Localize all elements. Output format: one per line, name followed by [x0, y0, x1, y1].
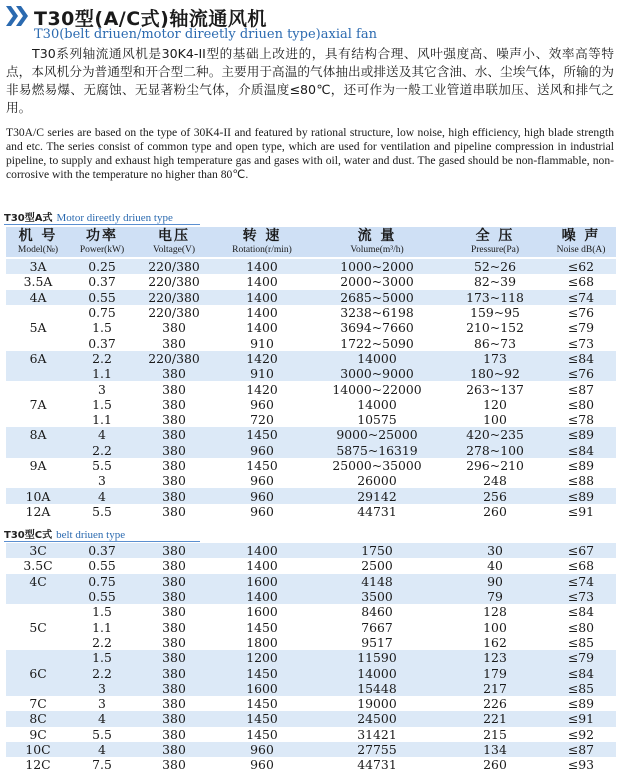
cell-voltage: 380	[162, 335, 186, 351]
cell-rotation: 1400	[214, 543, 310, 558]
cell-model: 4C	[6, 574, 70, 589]
cell-rotation: 1450	[246, 726, 278, 742]
table-row	[6, 351, 616, 366]
cell-volume: 2685~5000	[310, 290, 444, 305]
cell-noise: ≤79	[567, 320, 595, 336]
cell-noise: ≤80	[567, 619, 595, 635]
section-c-label-en: belt driuen type	[56, 529, 126, 541]
cell-voltage: 380	[134, 650, 214, 665]
cell-pressure: 100	[483, 619, 507, 635]
cell-model	[6, 443, 70, 458]
cell-rotation: 1450	[214, 665, 310, 680]
cell-power: 1.5	[70, 650, 134, 665]
cell-pressure: 215	[483, 726, 507, 742]
cell-rotation: 1400	[246, 305, 278, 321]
cell-volume: 44731	[357, 757, 397, 773]
cell-model	[6, 381, 70, 396]
cell-volume: 31421	[357, 726, 397, 742]
column-header-en: Rotation(r/min)	[232, 245, 292, 255]
cell-model	[6, 650, 70, 665]
table-row	[6, 427, 616, 442]
cell-power: 1.1	[92, 412, 112, 428]
column-header	[6, 227, 70, 257]
cell-rotation: 1400	[246, 320, 278, 336]
cell-pressure: 120	[483, 396, 507, 412]
cell-volume: 14000	[357, 396, 397, 412]
table-row	[6, 397, 616, 412]
cell-voltage: 380	[162, 320, 186, 336]
column-header-cn: 功率	[86, 228, 118, 244]
cell-volume: 14000	[310, 351, 444, 366]
cell-rotation: 1450	[214, 711, 310, 726]
cell-rotation: 720	[250, 412, 274, 428]
cell-voltage: 380	[162, 396, 186, 412]
cell-pressure: 159~95	[470, 305, 520, 321]
cell-noise: ≤87	[546, 742, 616, 757]
cell-rotation: 1420	[246, 381, 278, 397]
cell-noise: ≤74	[546, 574, 616, 589]
column-header	[546, 227, 616, 257]
cell-power: 0.75	[88, 305, 116, 321]
cell-volume: 14000	[310, 665, 444, 680]
cell-model	[6, 305, 70, 320]
cell-noise: ≤74	[546, 290, 616, 305]
cell-model: 7A	[29, 396, 47, 412]
cell-volume: 1722~5090	[340, 335, 414, 351]
table-row	[6, 604, 616, 619]
table-row	[6, 619, 616, 634]
table-row	[6, 589, 616, 604]
cell-pressure: 296~210	[466, 458, 524, 473]
cell-model	[6, 681, 70, 696]
cell-noise: ≤91	[567, 503, 595, 519]
cell-noise: ≤84	[546, 351, 616, 366]
cell-rotation: 1400	[214, 589, 310, 604]
cell-pressure: 82~39	[474, 274, 516, 290]
cell-voltage: 220/380	[134, 290, 214, 305]
column-header-cn: 机 号	[18, 228, 58, 244]
column-header-en: Voltage(V)	[152, 245, 196, 255]
cell-voltage: 380	[134, 742, 214, 757]
cell-pressure: 86~73	[474, 335, 516, 351]
page-title: T30型(A/C式)轴流通风机	[34, 8, 267, 30]
cell-pressure: 179	[444, 665, 546, 680]
cell-volume: 3694~7660	[340, 320, 414, 336]
table-row	[6, 320, 616, 335]
cell-volume: 3500	[310, 589, 444, 604]
cell-rotation: 1600	[246, 604, 278, 620]
cell-pressure: 210~152	[466, 320, 524, 336]
section-a-label-cn: T30型A式	[4, 213, 53, 224]
cell-power: 3	[98, 381, 106, 397]
cell-power: 5.5	[92, 503, 112, 519]
cell-pressure: 278~100	[444, 443, 546, 458]
table-row	[6, 381, 616, 396]
cell-pressure: 123	[444, 650, 546, 665]
cell-model: 6C	[6, 665, 70, 680]
cell-voltage: 380	[162, 619, 186, 635]
table-row	[6, 335, 616, 350]
cell-model: 3.5C	[23, 558, 53, 574]
page-header	[6, 4, 616, 28]
cell-model: 5C	[29, 619, 47, 635]
cell-pressure: 260	[483, 757, 507, 773]
cell-model: 3A	[6, 259, 70, 274]
cell-rotation: 1450	[246, 458, 278, 473]
cell-volume: 24500	[310, 711, 444, 726]
column-header-cn: 电压	[158, 228, 190, 244]
cell-model: 9A	[29, 458, 47, 473]
cell-noise: ≤89	[546, 427, 616, 442]
cell-volume: 26000	[357, 473, 397, 489]
cell-power: 1.1	[92, 619, 112, 635]
cell-voltage: 380	[162, 381, 186, 397]
cell-noise: ≤68	[567, 274, 595, 290]
cell-voltage: 220/380	[134, 351, 214, 366]
column-header	[310, 227, 444, 257]
cell-pressure: 162	[483, 634, 507, 650]
cell-power: 4	[70, 488, 134, 503]
table-row	[6, 665, 616, 680]
column-header-en: Model(№)	[17, 245, 59, 255]
cell-model	[6, 366, 70, 381]
cell-noise: ≤76	[546, 366, 616, 381]
table-row	[6, 711, 616, 726]
cell-power: 0.37	[70, 543, 134, 558]
cell-power: 1.5	[92, 320, 112, 336]
cell-model: 12C	[25, 757, 51, 773]
cell-noise: ≤92	[567, 726, 595, 742]
column-header-cn: 流 量	[357, 228, 397, 244]
cell-pressure: 256	[444, 488, 546, 503]
cell-voltage: 220/380	[148, 305, 200, 321]
column-header-cn: 全 压	[475, 228, 515, 244]
cell-volume: 1000~2000	[310, 259, 444, 274]
cell-voltage: 380	[134, 681, 214, 696]
cell-volume: 14000~22000	[332, 381, 422, 397]
column-header	[214, 227, 310, 257]
description-chinese: T30系列轴流通风机是30K4-II型的基础上改进的，具有结构合理、风叶强度高、噪声小、效率高等特点，本风机分为普通型和开合型二种。主要用于高温的气体抽出或排送及其它含油、水、尘埃气体，所输的为非易燃易爆、无腐蚀、无显著粉尘气体，介质温度≤80℃，还可作为一般工业管道串联加压、送风和排气之用。	[6, 46, 614, 115]
table-row	[6, 443, 616, 458]
table-row	[6, 558, 616, 573]
cell-volume: 4148	[310, 574, 444, 589]
cell-noise: ≤73	[546, 589, 616, 604]
table-row	[6, 290, 616, 305]
table-row	[6, 574, 616, 589]
cell-voltage: 380	[134, 574, 214, 589]
cell-voltage: 380	[134, 543, 214, 558]
cell-pressure: 173~118	[444, 290, 546, 305]
cell-rotation: 1450	[246, 619, 278, 635]
column-header	[444, 227, 546, 257]
cell-pressure: 260	[483, 503, 507, 519]
cell-noise: ≤78	[567, 412, 595, 428]
cell-model: 5A	[29, 320, 47, 336]
cell-noise: ≤93	[567, 757, 595, 773]
table-row	[6, 259, 616, 274]
section-c-label	[4, 526, 125, 541]
cell-noise: ≤87	[567, 381, 595, 397]
cell-rotation: 960	[214, 443, 310, 458]
table-row	[6, 543, 616, 558]
cell-voltage: 380	[162, 503, 186, 519]
cell-model: 3C	[6, 543, 70, 558]
cell-noise: ≤85	[567, 634, 595, 650]
cell-power: 0.55	[70, 589, 134, 604]
cell-voltage: 380	[162, 412, 186, 428]
cell-power: 4	[70, 711, 134, 726]
cell-power: 5.5	[92, 458, 112, 473]
cell-rotation: 1600	[214, 574, 310, 589]
cell-rotation: 960	[214, 742, 310, 757]
cell-model: 3.5A	[23, 274, 53, 290]
cell-rotation: 960	[250, 396, 274, 412]
cell-power: 3	[98, 473, 106, 489]
cell-volume: 29142	[310, 488, 444, 503]
cell-rotation: 1400	[214, 259, 310, 274]
table-row	[6, 742, 616, 757]
cell-noise: ≤89	[567, 696, 595, 712]
cell-pressure: 79	[444, 589, 546, 604]
cell-pressure: 226	[483, 696, 507, 712]
cell-volume: 25000~35000	[332, 458, 422, 473]
cell-noise: ≤80	[567, 396, 595, 412]
cell-noise: ≤88	[567, 473, 595, 489]
cell-power: 5.5	[92, 726, 112, 742]
cell-noise: ≤68	[567, 558, 595, 574]
cell-model: 6A	[6, 351, 70, 366]
table-row	[6, 757, 616, 772]
cell-voltage: 220/380	[148, 274, 200, 290]
cell-rotation: 910	[250, 335, 274, 351]
cell-power: 3	[70, 681, 134, 696]
table-row	[6, 681, 616, 696]
cell-model	[6, 604, 70, 619]
cell-noise: ≤76	[567, 305, 595, 321]
cell-power: 0.55	[88, 558, 116, 574]
column-header	[134, 227, 214, 257]
cell-model: 9C	[29, 726, 47, 742]
page-subtitle: T30(belt driuen/motor direetly driuen type)axial fan	[34, 27, 377, 42]
cell-model: 7C	[29, 696, 47, 712]
cell-model	[6, 473, 70, 488]
cell-power: 2.2	[70, 665, 134, 680]
cell-voltage: 380	[162, 604, 186, 620]
cell-pressure: 90	[444, 574, 546, 589]
section-a-label	[4, 209, 173, 224]
cell-model: 10C	[6, 742, 70, 757]
column-header-cn: 转 速	[242, 228, 282, 244]
cell-voltage: 380	[162, 757, 186, 773]
cell-pressure: 128	[483, 604, 507, 620]
cell-noise: ≤84	[546, 665, 616, 680]
cell-pressure: 263~137	[466, 381, 524, 397]
cell-rotation: 1600	[214, 681, 310, 696]
cell-pressure: 248	[483, 473, 507, 489]
section-a-divider	[4, 224, 200, 225]
table-row	[6, 305, 616, 320]
cell-pressure: 420~235	[444, 427, 546, 442]
cell-voltage: 380	[162, 458, 186, 473]
cell-rotation: 1400	[246, 274, 278, 290]
table-row	[6, 366, 616, 381]
table-row	[6, 274, 616, 289]
cell-rotation: 960	[250, 503, 274, 519]
cell-volume: 9517	[361, 634, 393, 650]
cell-noise: ≤84	[546, 443, 616, 458]
description-english: T30A/C series are based on the type of 30K4-II and featured by rational structure, low noise, high efficiency, high blade strength and etc. The series consist of common type and open type, which are used for ventilation and pipeline compression in industrial pipeline, to supply and exhaust high temperature gas and gases with oil, water and dust. The gased should be non-flammable, non-corrosive with the temperature no higher than 80℃.	[6, 126, 614, 181]
cell-volume: 11590	[310, 650, 444, 665]
table-row	[6, 488, 616, 503]
cell-power: 3	[98, 696, 106, 712]
cell-voltage: 380	[134, 665, 214, 680]
cell-rotation: 1400	[214, 290, 310, 305]
cell-volume: 7667	[361, 619, 393, 635]
cell-pressure: 52~26	[444, 259, 546, 274]
cell-power: 0.37	[88, 335, 116, 351]
column-header-en: Pressure(Pa)	[470, 245, 519, 255]
cell-voltage: 220/380	[134, 259, 214, 274]
cell-rotation: 960	[250, 757, 274, 773]
column-header-cn: 噪 声	[561, 228, 601, 244]
cell-model	[6, 412, 70, 427]
cell-model: 12A	[25, 503, 51, 519]
section-a-label-en: Motor direetly driuen type	[56, 212, 173, 224]
cell-model: 10A	[6, 488, 70, 503]
cell-voltage: 380	[134, 488, 214, 503]
cell-rotation: 1450	[214, 427, 310, 442]
cell-volume: 3000~9000	[310, 366, 444, 381]
cell-voltage: 380	[162, 634, 186, 650]
cell-pressure: 173	[444, 351, 546, 366]
table-row	[6, 473, 616, 488]
cell-pressure: 134	[444, 742, 546, 757]
cell-rotation: 1800	[246, 634, 278, 650]
cell-voltage: 380	[134, 366, 214, 381]
cell-noise: ≤79	[546, 650, 616, 665]
cell-noise: ≤89	[567, 458, 595, 473]
cell-rotation: 1420	[214, 351, 310, 366]
cell-pressure: 30	[444, 543, 546, 558]
section-c-label-cn: T30型C式	[4, 530, 53, 541]
cell-noise: ≤62	[546, 259, 616, 274]
table-row	[6, 458, 616, 473]
cell-voltage: 380	[162, 558, 186, 574]
cell-model: 4A	[6, 290, 70, 305]
cell-pressure: 40	[487, 558, 503, 574]
cell-power: 4	[70, 427, 134, 442]
cell-power: 4	[70, 742, 134, 757]
cell-power: 1.5	[92, 396, 112, 412]
cell-power: 1.1	[70, 366, 134, 381]
cell-rotation: 910	[214, 366, 310, 381]
table-row	[6, 412, 616, 427]
cell-pressure: 100	[483, 412, 507, 428]
cell-volume: 3238~6198	[340, 305, 414, 321]
table-row	[6, 696, 616, 711]
cell-voltage: 380	[134, 427, 214, 442]
cell-volume: 2500	[361, 558, 393, 574]
cell-power: 0.55	[70, 290, 134, 305]
cell-noise: ≤84	[567, 604, 595, 620]
cell-pressure: 180~92	[444, 366, 546, 381]
cell-voltage: 380	[162, 696, 186, 712]
cell-power: 1.5	[92, 604, 112, 620]
cell-volume: 9000~25000	[310, 427, 444, 442]
cell-volume: 10575	[357, 412, 397, 428]
column-header-en: Power(kW)	[79, 245, 125, 255]
cell-voltage: 380	[162, 473, 186, 489]
cell-model: 8A	[6, 427, 70, 442]
cell-noise: ≤73	[567, 335, 595, 351]
column-header-en: Volume(m³/h)	[350, 245, 404, 255]
spec-table-a	[6, 259, 616, 519]
table-header	[6, 227, 616, 257]
column-header-en: Noise dB(A)	[556, 245, 606, 255]
cell-model	[6, 635, 70, 650]
spec-table-c	[6, 543, 616, 772]
chevron-right-icon	[6, 4, 32, 28]
cell-model	[6, 335, 70, 350]
cell-power: 7.5	[92, 757, 112, 773]
cell-noise: ≤85	[546, 681, 616, 696]
cell-power: 2.2	[70, 351, 134, 366]
cell-noise: ≤91	[546, 711, 616, 726]
section-c-divider	[4, 541, 200, 542]
cell-volume: 2000~3000	[340, 274, 414, 290]
cell-power: 0.25	[70, 259, 134, 274]
cell-model: 8C	[6, 711, 70, 726]
table-row	[6, 727, 616, 742]
cell-noise: ≤67	[546, 543, 616, 558]
cell-volume: 5875~16319	[310, 443, 444, 458]
table-row	[6, 650, 616, 665]
cell-volume: 19000	[357, 696, 397, 712]
cell-rotation: 960	[250, 473, 274, 489]
table-row	[6, 504, 616, 519]
cell-rotation: 1450	[246, 696, 278, 712]
cell-pressure: 221	[444, 711, 546, 726]
cell-voltage: 380	[162, 726, 186, 742]
cell-noise: ≤89	[546, 488, 616, 503]
cell-pressure: 217	[444, 681, 546, 696]
table-row	[6, 635, 616, 650]
cell-model	[6, 589, 70, 604]
cell-volume: 27755	[310, 742, 444, 757]
cell-voltage: 380	[134, 589, 214, 604]
cell-volume: 8460	[361, 604, 393, 620]
cell-volume: 15448	[310, 681, 444, 696]
cell-voltage: 380	[134, 443, 214, 458]
cell-power: 0.37	[88, 274, 116, 290]
cell-power: 2.2	[92, 634, 112, 650]
cell-volume: 44731	[357, 503, 397, 519]
cell-rotation: 1400	[246, 558, 278, 574]
cell-rotation: 1200	[214, 650, 310, 665]
cell-volume: 1750	[310, 543, 444, 558]
cell-rotation: 960	[214, 488, 310, 503]
column-header	[70, 227, 134, 257]
cell-voltage: 380	[134, 711, 214, 726]
cell-power: 0.75	[70, 574, 134, 589]
cell-power: 2.2	[70, 443, 134, 458]
